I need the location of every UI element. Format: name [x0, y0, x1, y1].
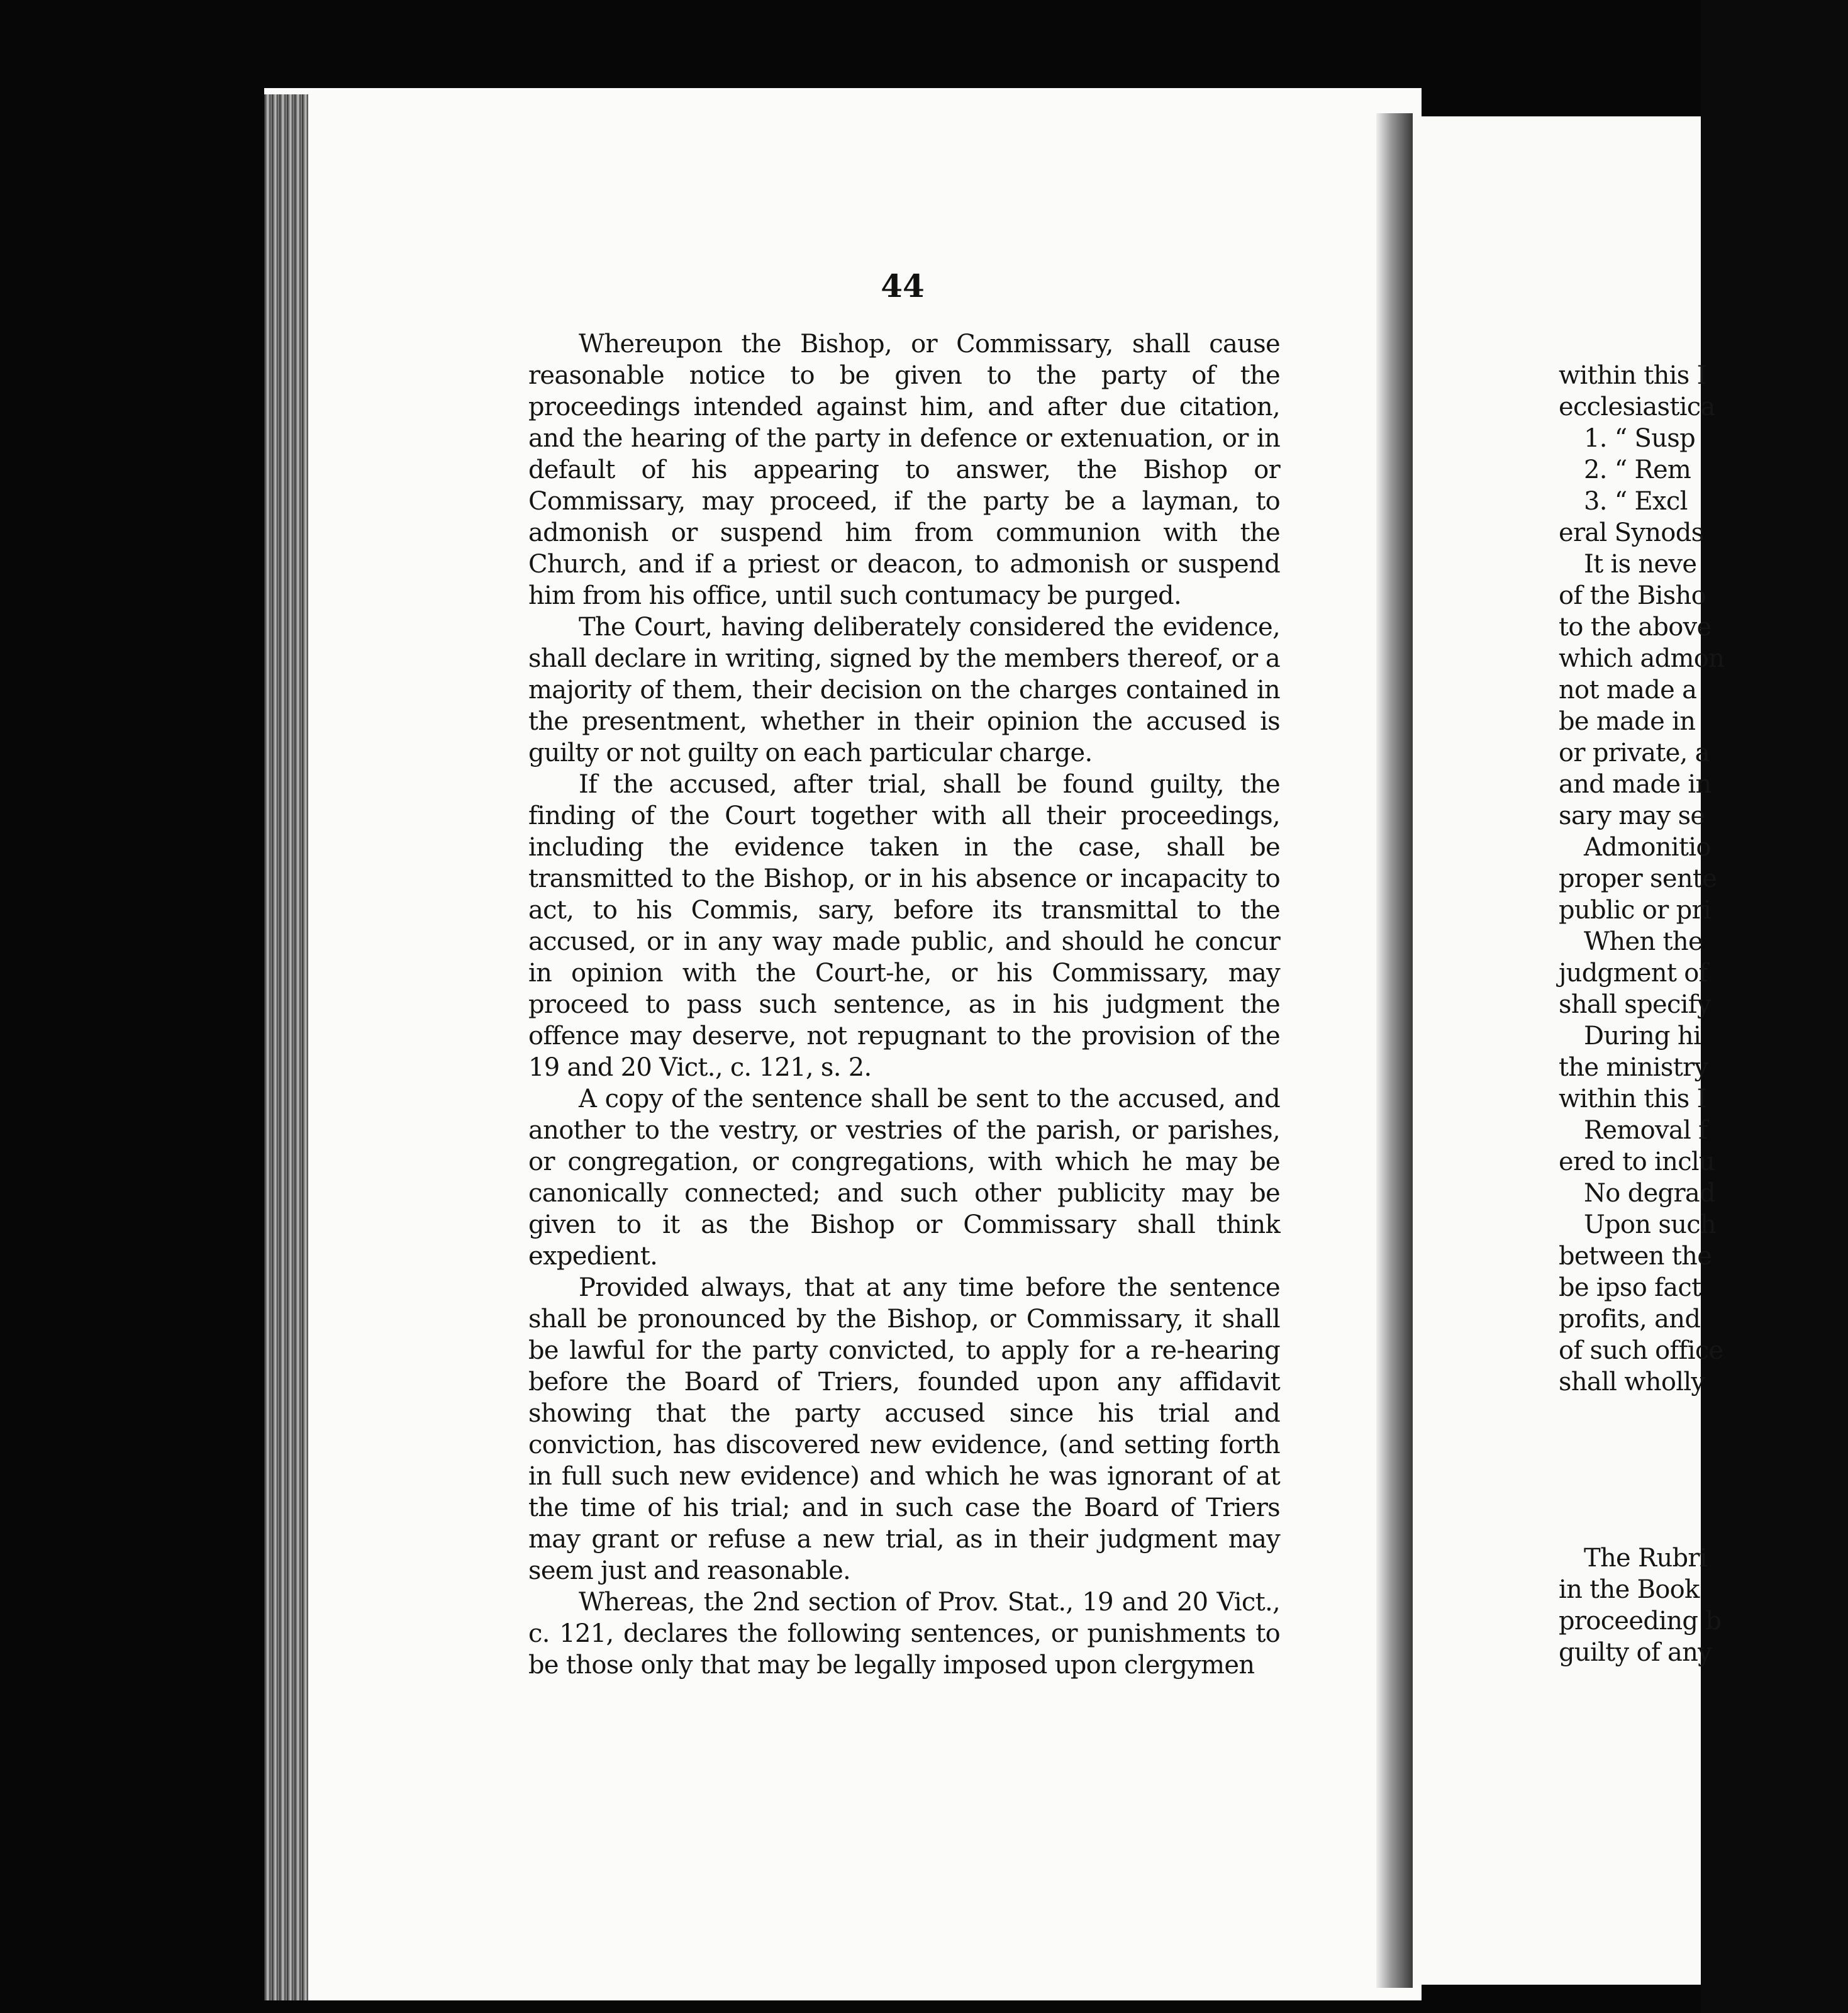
right-page-line: 2. “ Rem — [1584, 455, 1691, 484]
paragraph: Whereupon the Bishop, or Commissary, shall cause reasonable notice to be given to the party of the proceedings intended against him, and after due citation, and the hearing of the party in defence or extenuation, or in default of his appearing to answer, the Bishop or Commissary, may proceed, if the party be a layman, to admonish or suspend him from communion with the Church, and if a priest or deacon, to admonish or suspend him from his office, until such contumacy be purged. — [528, 330, 1280, 610]
right-page-line: proceeding b — [1559, 1607, 1722, 1636]
left-page-body — [528, 328, 1280, 1681]
right-page-line: within this I — [1559, 361, 1706, 390]
right-page-line: and made in — [1559, 770, 1712, 799]
right-page-line: not made a — [1559, 676, 1697, 705]
paragraph: Provided always, that at any time before the sentence shall be pronounced by the Bishop, or Commissary, it shall be lawful for the party convicted, to apply for a re-hearing before the Board of Triers, founded upon any affidavit showing that the party accused since his trial and conviction, has discovered new evidence, (and setting forth in full such new evidence) and which he was ignorant of at the time of his trial; and in such case the Board of Triers may grant or refuse a new trial, as in their judgment may seem just and reasonable. — [528, 1273, 1280, 1585]
right-page-line: ered to inclu — [1559, 1147, 1715, 1176]
right-page-line: It is neve — [1584, 550, 1697, 579]
right-page-line: to the above — [1559, 613, 1712, 642]
paragraph: Whereas, the 2nd section of Prov. Stat., 19 and 20 Vict., c. 121, declares the following sentences, or punishments to be those only that may be legally imposed upon clergymen — [528, 1588, 1280, 1680]
right-page-line: profits, and — [1559, 1305, 1701, 1334]
page-edges — [264, 94, 308, 2000]
right-page-line: be made in — [1559, 707, 1696, 736]
right-page-line: within this I — [1559, 1085, 1706, 1113]
right-page-text-bottom — [1559, 1542, 1848, 1668]
right-page-line: When the — [1584, 927, 1703, 956]
right-page-line: 1. “ Susp — [1584, 424, 1696, 453]
right-page-line: public or pri — [1559, 896, 1712, 925]
right-page-line: ecclesiastica — [1559, 393, 1715, 421]
right-page-line: No degrad — [1584, 1179, 1715, 1208]
right-page-line: of the Bisho — [1559, 581, 1706, 610]
right-page-line: guilty of any — [1559, 1638, 1712, 1667]
right-page-line: 3. “ Excl — [1584, 487, 1688, 516]
book-gutter — [1376, 113, 1413, 1988]
right-page-line: Admonitio — [1584, 833, 1711, 862]
page-number: 44 — [881, 267, 925, 304]
right-page-line: sary may se — [1559, 801, 1705, 830]
right-page-line: which admon — [1559, 644, 1725, 673]
right-page-line: of such office — [1559, 1336, 1723, 1365]
right-page-line: in the Book — [1559, 1575, 1700, 1604]
right-page-line: shall wholly — [1559, 1368, 1705, 1397]
right-page-text-top — [1559, 360, 1848, 1398]
right-page-line: judgment of — [1559, 959, 1708, 988]
right-page-line: During hi — [1584, 1022, 1701, 1051]
right-page-line: between the — [1559, 1242, 1712, 1271]
right-page-line: the ministry — [1559, 1053, 1708, 1082]
right-page-line: proper sente — [1559, 864, 1717, 893]
right-page-line: shall specify — [1559, 990, 1711, 1019]
right-page-line: be ipso fact — [1559, 1273, 1701, 1302]
right-page-line: or private, a — [1559, 739, 1710, 767]
right-page-line: The Rubri — [1584, 1544, 1707, 1573]
paragraph: If the accused, after trial, shall be found guilty, the finding of the Court together with all their proceedings, including the evidence taken in the case, shall be transmitted to the Bishop, or in his absence or incapacity to act, to his Commis, sary, before its transmittal to the accused, or in any way made public, and should he concur in opinion with the Court-he, or his Commissary, may proceed to pass such sentence, as in his judgment the offence may deserve, not repugnant to the provision of the 19 and 20 Vict., c. 121, s. 2. — [528, 770, 1280, 1082]
paragraph: The Court, having deliberately considered the evidence, shall declare in writing, signed by the members thereof, or a majority of them, their decision on the charges contained in the presentment, whether in their opinion the accused is guilty or not guilty on each particular charge. — [528, 613, 1280, 767]
paragraph: A copy of the sentence shall be sent to the accused, and another to the vestry, or vestries of the parish, or parishes, or congregation, or congregations, with which he may be canonically connected; and such other publicity may be given to it as the Bishop or Commissary shall think expedient. — [528, 1085, 1280, 1271]
right-page-line: Removal f — [1584, 1116, 1708, 1145]
right-page-line: eral Synods — [1559, 518, 1704, 547]
right-page-line: Upon such — [1584, 1210, 1717, 1239]
